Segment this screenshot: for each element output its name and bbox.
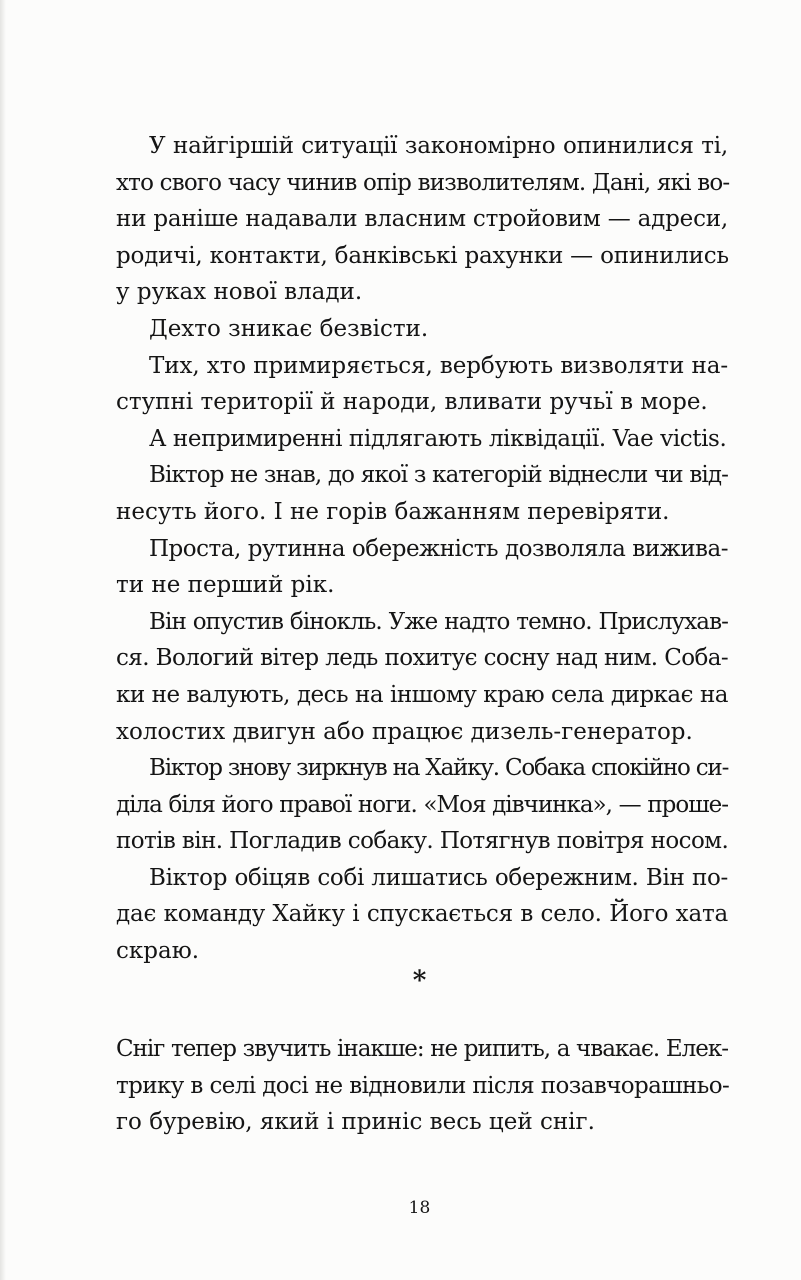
text-line: Сніг тепер звучить інакше: не рипить, а чвакає. Елек- <box>116 1036 728 1062</box>
text-line: трику в селі досі не відновили після позавчорашньо- <box>116 1072 730 1099</box>
text-line: ти не перший рік. <box>116 572 335 599</box>
text-line: потів він. Погладив собаку. Потягнув повітря носом. <box>116 828 729 855</box>
text-line: Віктор знову зиркнув на Хайку. Собака спокійно си- <box>149 755 729 782</box>
text-line: дає команду Хайку і спускається в село. Його хата <box>116 901 728 928</box>
text-line: холостих двигун або працює дизель-генератор. <box>116 718 693 745</box>
text-line: несуть його. І не горів бажанням перевіряти. <box>116 498 670 525</box>
text-line: діла біля його правої ноги. «Моя дівчинка», — проше- <box>116 791 728 818</box>
section-text-block <box>116 1031 728 1141</box>
text-line: У найгіршій ситуації закономірно опинилися ті, <box>149 133 728 159</box>
section-separator: * <box>412 966 427 996</box>
text-line: Він опустив бінокль. Уже надто темно. Прислухав- <box>149 608 728 635</box>
text-line: ступні території й народи, вливати ручьї в море. <box>116 389 708 416</box>
text-line: Віктор обіцяв собі лишатись обережним. Він по- <box>149 864 728 891</box>
text-line: Проста, рутинна обережність дозволяла виживa- <box>149 535 728 562</box>
text-line: скраю. <box>116 938 200 965</box>
text-line: родичі, контакти, банківські рахунки — опинились <box>116 242 729 269</box>
text-line: ки не валують, десь на іншому краю села диркає на <box>116 681 728 708</box>
text-line: ни раніше надавали власним стройовим — адреси, <box>116 206 728 233</box>
text-line: Віктор не знав, до якої з категорій віднесли чи від- <box>149 462 728 489</box>
main-text-block <box>116 128 728 970</box>
text-line: ся. Вологий вітер ледь похитує сосну над ним. Соба- <box>116 645 728 672</box>
text-line: Дехто зникає безвісти. <box>149 315 429 342</box>
text-line: у руках нової влади. <box>116 279 363 306</box>
text-line: хто свого часу чинив опір визволителям. Дані, які во- <box>116 169 730 196</box>
text-line: А непримиренні підлягають ліквідації. Vae victis. <box>149 425 727 452</box>
text-line: го буревію, який і приніс весь цей сніг. <box>116 1109 595 1136</box>
page-edge-shadow <box>0 0 6 1280</box>
text-line: Тих, хто примиряється, вербують визволяти на- <box>149 352 728 379</box>
page-number: 18 <box>408 1198 431 1218</box>
